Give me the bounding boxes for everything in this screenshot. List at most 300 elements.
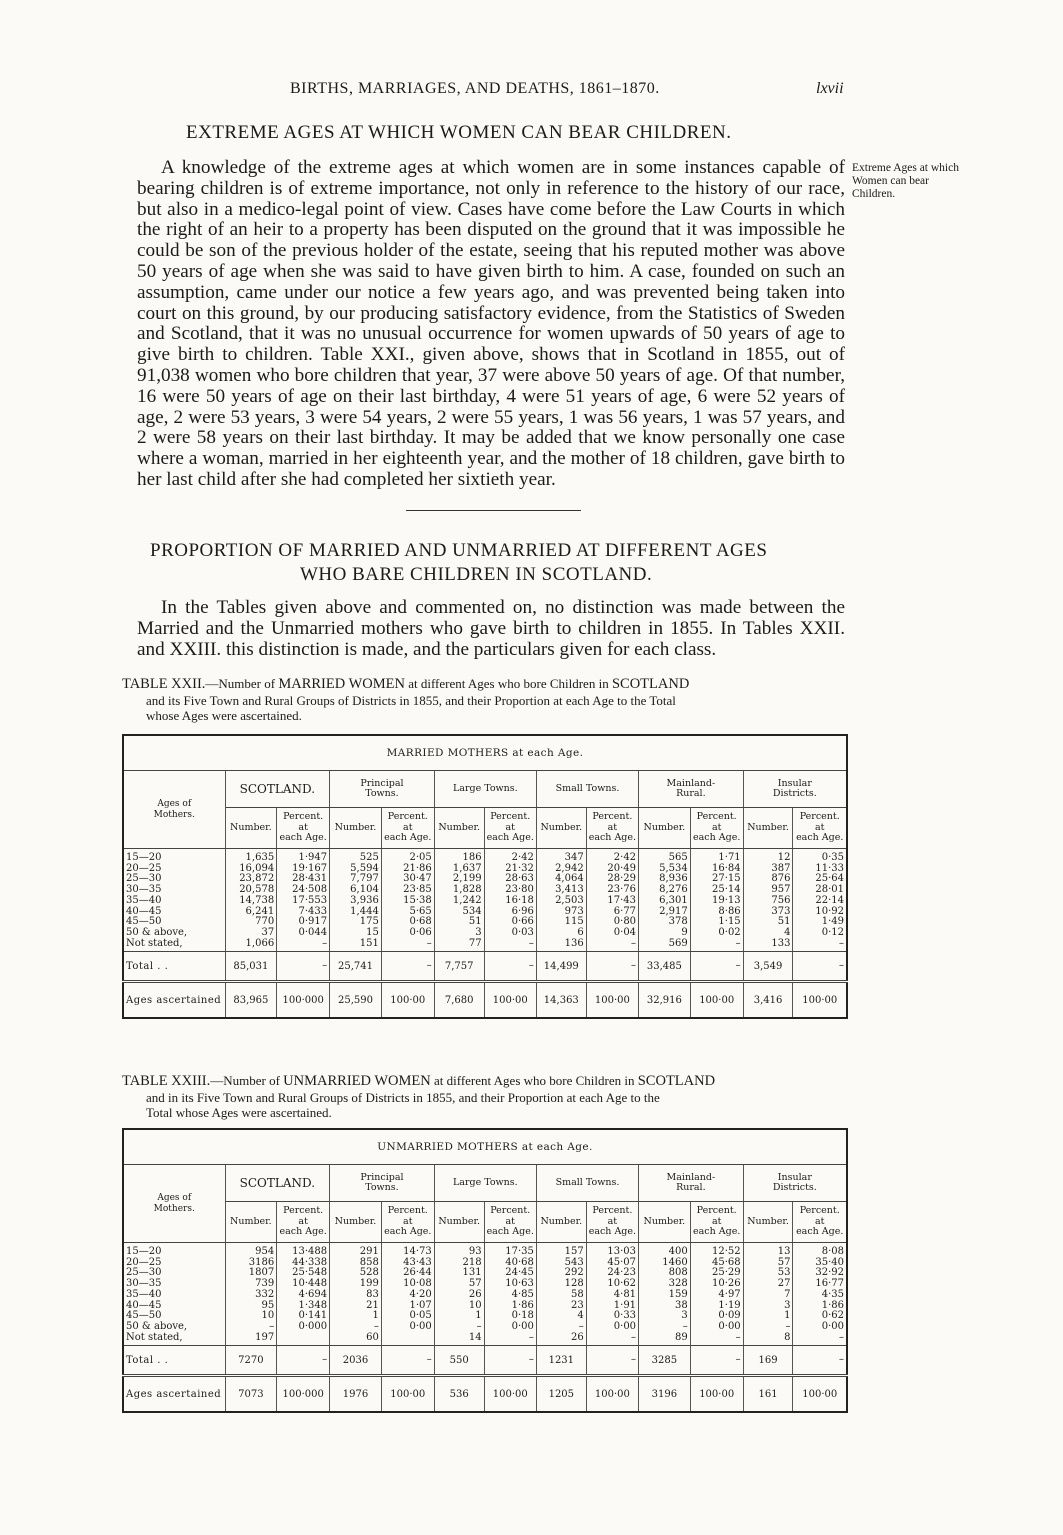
percent-cell: 23·76 [607,884,637,896]
age-label: 30—35 [126,1278,162,1290]
percent-cell: 17·43 [607,894,637,906]
number-cell: 1460 [662,1256,688,1268]
percent-cell: 15·38 [403,894,432,906]
pct-head-label: each Age. [693,1226,741,1238]
age-label: Not stated, [126,1331,183,1343]
ascertained-cell: 161 [743,1376,793,1413]
percent-cell: – [528,1331,534,1343]
running-head [0,80,1063,104]
number-cell: 89 [674,1331,688,1343]
percent-cell: 28·431 [292,873,328,885]
table-unmarried-mothers [122,1128,848,1413]
number-cell: 3 [475,926,482,938]
number-cell: 8,276 [659,884,688,896]
number-cell: 21 [366,1299,379,1311]
percent-col-head [793,808,847,849]
percent-cell: 20·49 [607,862,637,874]
pct-head-label: at [505,1215,515,1227]
age-label: 20—25 [126,862,162,874]
number-cell: 292 [564,1267,584,1279]
percent-cell: 25·548 [292,1267,328,1279]
percent-cell: 4·35 [821,1288,844,1300]
total-label: Total . . [123,952,225,982]
group-small-towns: Small Towns. [536,771,638,808]
number-cell: 2,942 [555,862,584,874]
pct-head-label: at [505,821,515,833]
ascertained-pct-cell: 100·00 [793,1376,847,1413]
number-column [639,1243,691,1346]
number-cell: 5,594 [350,862,379,874]
number-cell: 2,917 [659,905,688,917]
pct-head-label: each Age. [384,832,432,844]
pct-head-label: each Age. [384,1226,432,1238]
number-col-head: Number. [536,808,586,849]
mothers-label: Mothers. [153,1203,195,1214]
number-cell: 20,578 [239,884,275,896]
percent-column [793,849,847,952]
age-label: 15—20 [126,1246,162,1257]
number-column [743,849,793,952]
number-cell: 3 [784,1299,791,1311]
caption-text: at different Ages who bore Children in [430,1073,638,1088]
percent-cell: 45·68 [712,1256,741,1268]
percent-cell: – [839,1331,844,1343]
group-label: Towns. [365,1182,399,1193]
percent-cell: 2·42 [613,852,637,863]
total-cell: 3,549 [743,952,793,982]
percent-cell: 40·68 [505,1256,534,1268]
percent-cell: 30·47 [403,873,432,885]
pct-head-label: Percent. [283,811,324,823]
number-cell: 373 [771,905,791,917]
group-label: Districts. [772,788,817,799]
age-label: 25—30 [126,873,162,885]
number-cell: 291 [359,1246,379,1257]
percent-cell: 1·15 [718,916,741,928]
percent-cell: 0·917 [298,916,328,928]
number-cell: 136 [564,937,584,949]
number-cell: 1,828 [452,884,482,896]
number-column [536,1243,586,1346]
percent-column [484,1243,536,1346]
total-cell: 85,031 [225,952,277,982]
number-cell: 51 [468,916,482,928]
ascertained-pct-cell: 100·00 [690,982,743,1019]
number-col-head: Number. [225,808,277,849]
number-cell: 1,637 [452,862,482,874]
number-cell: 2,199 [452,873,482,885]
number-cell: 128 [564,1278,584,1290]
percent-cell: 0·12 [821,926,844,938]
percent-col-head [277,1202,330,1243]
percent-cell: 26·44 [403,1267,432,1279]
total-cell: 3285 [639,1346,691,1376]
percent-cell: 0·00 [511,1320,534,1332]
number-cell: 1 [475,1310,482,1322]
percent-cell: 22·14 [815,894,844,906]
percent-column [793,1243,847,1346]
number-cell: 957 [771,884,791,896]
pct-head-label: Percent. [490,811,531,823]
group-small-towns: Small Towns. [536,1165,638,1202]
percent-cell: 21·86 [403,862,432,874]
pct-head-label: at [403,821,413,833]
number-cell: 53 [777,1267,791,1279]
percent-cell: 1·91 [613,1299,637,1311]
number-cell: 115 [564,916,584,928]
number-column [434,1243,484,1346]
pct-head-label: each Age. [279,1226,327,1238]
number-cell: 186 [462,852,482,863]
number-cell: 534 [462,905,482,917]
number-cell: 83 [366,1288,379,1300]
pct-head-label: Percent. [592,1205,633,1217]
percent-cell: 28·01 [815,884,844,896]
number-cell: 1807 [248,1267,275,1279]
number-cell: 175 [359,916,379,928]
percent-column [381,1243,434,1346]
number-cell: 12 [777,852,791,863]
group-large-towns: Large Towns. [434,771,536,808]
percent-cell: 19·13 [712,894,741,906]
number-cell: 159 [668,1288,688,1300]
pct-head-label: Percent. [387,811,428,823]
number-cell: – [373,1320,379,1332]
number-cell: 23,872 [239,873,275,885]
ascertained-cell: 25,590 [330,982,382,1019]
group-principal-towns [330,1165,435,1202]
number-cell: 8,936 [659,873,688,885]
caption-line: and its Five Town and Rural Groups of Districts in 1855, and their Proportion at each Age to the Total [146,692,676,708]
percent-cell: 27·15 [712,873,741,885]
number-cell: – [785,1320,791,1332]
group-label: Principal [360,778,404,789]
ages-of-mothers-head [123,771,225,849]
ages-of-label: Ages of [157,798,192,809]
paragraph-extreme-ages [137,158,845,491]
number-cell: 157 [564,1246,584,1257]
number-cell: 151 [359,937,379,949]
number-cell: 6 [577,926,584,938]
caption-caps: SCOTLAND [637,1073,716,1089]
caption-line: whose Ages were ascertained. [146,708,302,723]
percent-cell: 1·947 [298,852,328,863]
total-pct-cell: – [381,1346,434,1376]
percent-col-head [586,808,638,849]
number-cell: 3,413 [555,884,584,896]
group-label: Districts. [772,1182,817,1193]
ascertained-pct-cell: 100·000 [277,982,330,1019]
ascertained-pct-cell: 100·00 [381,1376,434,1413]
group-insular-districts [743,771,847,808]
section-title-proportion-line2: WHO BARE CHILDREN IN SCOTLAND. [300,564,653,585]
number-col-head: Number. [536,1202,586,1243]
section-divider [406,510,581,511]
age-label: 30—35 [126,884,162,896]
percent-cell: 1·348 [298,1299,328,1311]
percent-cell: 45·07 [607,1256,637,1268]
number-column [225,849,277,952]
percent-cell: 0·00 [718,1320,741,1332]
group-insular-districts [743,1165,847,1202]
percent-cell: 0·05 [409,1310,432,1322]
percent-cell: 1·71 [718,852,741,863]
number-cell: 131 [462,1267,482,1279]
number-column [434,849,484,952]
number-cell: 16,094 [239,862,275,874]
number-col-head: Number. [639,808,691,849]
ascertained-cell: 3,416 [743,982,793,1019]
number-cell: 7,797 [350,873,379,885]
ascertained-pct-cell: 100·00 [586,982,638,1019]
number-cell: 15 [366,926,379,938]
pct-head-label: at [814,1215,825,1227]
number-cell: 37 [261,926,275,938]
percent-col-head [690,808,743,849]
number-col-head: Number. [639,1202,691,1243]
number-cell: 3,936 [350,894,379,906]
percent-cell: 17·35 [505,1246,534,1257]
percent-cell: 7·433 [298,905,328,917]
percent-cell: 32·92 [815,1267,844,1279]
ages-ascertained-label: Ages ascertained [123,982,225,1019]
number-cell: 1,444 [350,905,379,917]
number-cell: 876 [771,873,791,885]
percent-column [586,1243,638,1346]
number-column [743,1243,793,1346]
percent-cell: – [528,937,534,949]
percent-col-head [793,1202,847,1243]
percent-cell: 25·14 [712,884,741,896]
percent-cell: 1·19 [718,1299,741,1311]
percent-cell: 0·62 [821,1310,844,1322]
number-column [330,1243,382,1346]
percent-cell: 14·73 [403,1246,432,1257]
group-scotland: SCOTLAND. [225,1165,330,1202]
total-pct-cell: – [484,952,536,982]
pct-head-label: at [711,1215,722,1227]
percent-cell: 19·167 [292,862,328,874]
caption-lead: TABLE XXIII. [122,1073,211,1089]
number-cell: 770 [255,916,275,928]
caption-text: at different Ages who bore Children in [404,676,612,691]
pct-head-label: at [607,821,618,833]
total-pct-cell: – [586,952,638,982]
percent-col-head [381,1202,434,1243]
total-cell: 1231 [536,1346,586,1376]
table22-caption [122,676,850,724]
percent-cell: 8·86 [718,905,741,917]
number-cell: 10 [468,1299,482,1311]
number-cell: 1,066 [245,937,275,949]
total-cell: 33,485 [639,952,691,982]
number-cell: 26 [468,1288,482,1300]
ascertained-pct-cell: 100·00 [690,1376,743,1413]
pct-head-label: each Age. [796,832,844,844]
percent-cell: 25·64 [815,873,844,885]
pct-head-label: each Age. [486,1226,534,1238]
percent-cell: 4·20 [409,1288,432,1300]
pct-head-label: each Age. [279,832,327,844]
group-label: Rural. [676,788,706,799]
percent-col-head [484,808,536,849]
percent-cell: 0·00 [821,1320,844,1332]
percent-cell: 10·08 [403,1278,432,1290]
number-cell: 9 [681,926,688,938]
pct-head-label: Percent. [696,1205,737,1217]
number-cell: – [269,1320,275,1332]
caption-text: —Number of [210,1073,284,1088]
running-title: BIRTHS, MARRIAGES, AND DEATHS, 1861–1870. [290,80,660,97]
percent-cell: 0·33 [613,1310,637,1322]
percent-cell: – [631,937,637,949]
paragraph-text: In the Tables given above and commented on, no distinction was made between the Married and the Unmarried mothers who gave birth to children in 1855. In Tables XXII. and XXIII. this distinction is made, and the particulars given for each class. [137,597,845,660]
percent-cell: 4·694 [298,1288,328,1300]
number-cell: 7 [784,1288,791,1300]
page-number: lxvii [816,80,844,97]
pct-head-label: at [814,821,825,833]
percent-column [381,849,434,952]
number-cell: 347 [564,852,584,863]
percent-cell: – [631,1331,637,1343]
table23-caption [122,1073,850,1121]
total-pct-cell: – [793,952,847,982]
percent-cell: 28·63 [505,873,534,885]
group-scotland: SCOTLAND. [225,771,330,808]
number-cell: – [476,1320,482,1332]
percent-cell: – [322,937,328,949]
pct-head-label: Percent. [490,1205,531,1217]
percent-col-head [277,808,330,849]
margin-note: Extreme Ages at which Women can bear Children. [852,162,959,200]
percent-cell: 11·33 [815,862,844,874]
percent-cell: 25·29 [712,1267,741,1279]
caption-caps: UNMARRIED WOMEN [283,1073,431,1089]
number-cell: 1 [372,1310,379,1322]
total-label: Total . . [123,1346,225,1376]
percent-col-head [690,1202,743,1243]
number-cell: 973 [564,905,584,917]
number-cell: 739 [255,1278,275,1290]
ascertained-pct-cell: 100·00 [793,982,847,1019]
number-cell: 3 [681,1310,688,1322]
percent-cell: – [426,937,432,949]
group-large-towns: Large Towns. [434,1165,536,1202]
percent-cell: 0·80 [613,916,637,928]
percent-cell: 43·43 [403,1256,432,1268]
ascertained-cell: 1205 [536,1376,586,1413]
number-cell: 199 [359,1278,379,1290]
number-cell: 954 [255,1246,275,1257]
number-cell: 6,241 [245,905,275,917]
percent-cell: 6·77 [613,905,637,917]
percent-cell: 0·66 [511,916,534,928]
percent-cell: 0·000 [298,1320,328,1332]
age-label: 45—50 [126,1310,162,1322]
ascertained-pct-cell: 100·00 [484,1376,536,1413]
number-cell: 4 [577,1310,584,1322]
number-cell: 6,301 [659,894,688,906]
percent-cell: 17·553 [292,894,328,906]
number-column [330,849,382,952]
pct-head-label: at [711,821,722,833]
pct-head-label: Percent. [799,811,840,823]
ascertained-cell: 3196 [639,1376,691,1413]
group-label: Principal [360,1172,404,1183]
total-cell: 7,757 [434,952,484,982]
number-cell: 1,242 [452,894,482,906]
percent-cell: 4·85 [511,1288,534,1300]
number-cell: 387 [771,862,791,874]
pct-head-label: Percent. [592,811,633,823]
total-pct-cell: – [277,952,330,982]
ascertained-pct-cell: 100·00 [586,1376,638,1413]
percent-column [277,1243,330,1346]
total-cell: 7270 [225,1346,277,1376]
percent-cell: 23·80 [505,884,534,896]
number-col-head: Number. [743,808,793,849]
number-cell: 93 [468,1246,482,1257]
total-pct-cell: – [690,1346,743,1376]
percent-cell: 24·508 [292,884,328,896]
number-cell: 1,635 [245,852,275,863]
age-label: 25—30 [126,1267,162,1279]
pct-head-label: Percent. [799,1205,840,1217]
percent-cell: 2·42 [511,852,534,863]
percent-cell: 0·03 [511,926,534,938]
age-label: 40—45 [126,1299,162,1311]
percent-cell: 16·77 [815,1278,844,1290]
number-cell: 51 [777,916,791,928]
ascertained-cell: 1976 [330,1376,382,1413]
percent-cell: 35·40 [815,1256,844,1268]
table-married-mothers [122,734,848,1019]
number-col-head: Number. [434,808,484,849]
table-head: MARRIED MOTHERS at each Age. [123,735,847,771]
percent-cell: – [839,937,844,949]
percent-cell: 10·92 [815,905,844,917]
percent-cell: 24·23 [607,1267,637,1279]
number-cell: 27 [777,1278,791,1290]
total-pct-cell: – [484,1346,536,1376]
ascertained-cell: 32,916 [639,982,691,1019]
pct-head-label: each Age. [796,1226,844,1238]
number-cell: 378 [668,916,688,928]
number-cell: 5,534 [659,862,688,874]
number-cell: 4 [784,926,791,938]
percent-cell: 44·338 [292,1256,328,1268]
caption-lead: TABLE XXII. [122,676,206,692]
number-cell: 808 [668,1267,688,1279]
pct-head-label: each Age. [588,1226,637,1238]
number-col-head: Number. [225,1202,277,1243]
percent-col-head [381,808,434,849]
total-pct-cell: – [586,1346,638,1376]
number-cell: 133 [771,937,791,949]
table-head: UNMARRIED MOTHERS at each Age. [123,1129,847,1165]
percent-column [586,849,638,952]
mothers-label: Mothers. [153,809,195,820]
percent-cell: – [735,1331,741,1343]
number-cell: 57 [468,1278,482,1290]
ages-ascertained-label: Ages ascertained [123,1376,225,1413]
percent-column [277,849,330,952]
ascertained-pct-cell: 100·000 [277,1376,330,1413]
number-column [639,849,691,952]
percent-cell: 8·08 [821,1246,844,1257]
pct-head-label: Percent. [283,1205,324,1217]
group-label: Mainland- [666,778,716,789]
